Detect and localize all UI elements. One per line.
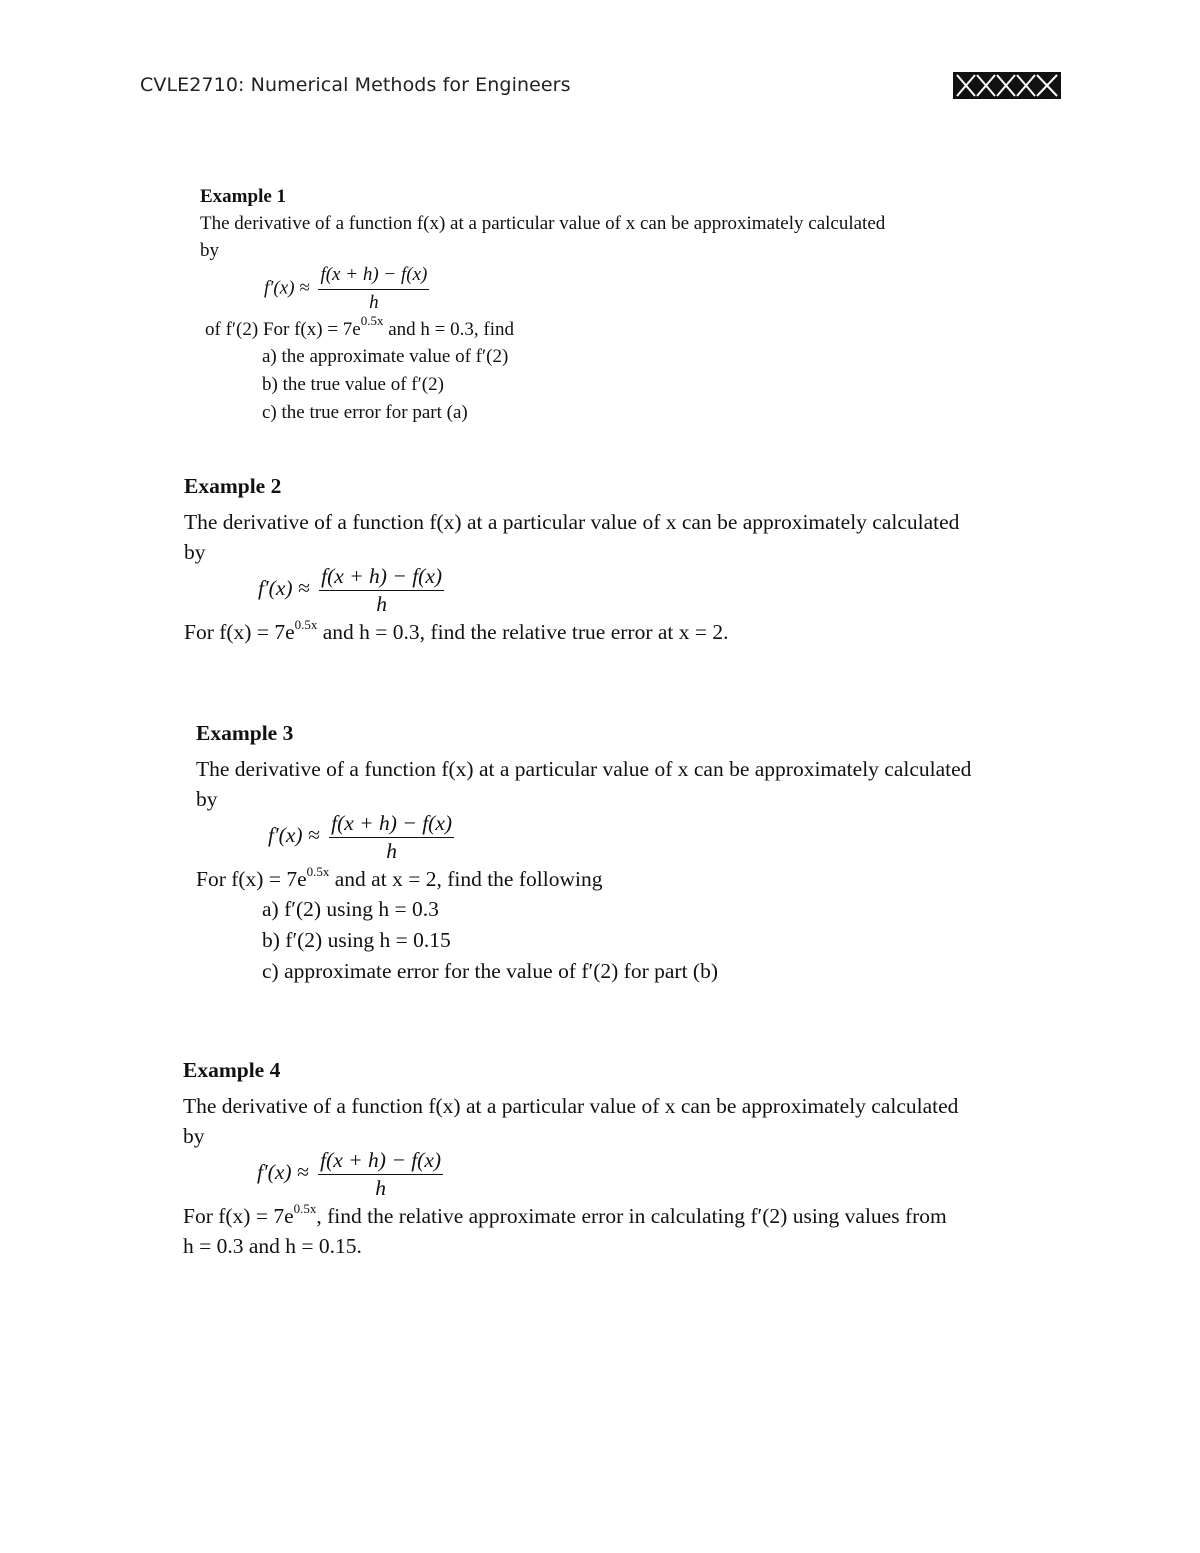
example-text: The derivative of a function f(x) at a particular value of x can be approximately calculated: [196, 757, 972, 781]
example-text: by: [196, 787, 218, 811]
example-text: by: [200, 240, 219, 261]
problem-statement: For $f(x) = 7e^{0.5x}$ and h = 0.3, find the relative true error at x = 2.: [184, 617, 729, 644]
problem-statement: For $f(x) = 7e^{0.5x}$, find the relative approximate error in calculating f′(2) using values from: [183, 1201, 947, 1228]
list-item: c) approximate error for the value of f′(2) for part (b): [262, 959, 718, 983]
task-list: [262, 894, 971, 987]
list-item: b) f′(2) using h = 0.15: [262, 928, 451, 952]
example-heading: Example 3: [196, 721, 294, 745]
list-item: a) the approximate value of f′(2): [262, 346, 509, 367]
list-item: a) f′(2) using h = 0.3: [262, 897, 439, 921]
task-list: [262, 343, 885, 427]
example-text: by: [184, 540, 206, 564]
list-item: c) the true error for part (a): [262, 402, 468, 423]
list-item: b) the true value of f′(2): [262, 374, 444, 395]
problem-statement: For $f(x) = 7e^{0.5x}$ and at x = 2, find the following: [196, 864, 603, 891]
problem-statement-cont: h = 0.3 and h = 0.15.: [183, 1234, 362, 1258]
course-title: CVLE2710: Numerical Methods for Engineers: [140, 74, 571, 96]
example-1: [200, 183, 885, 427]
example-heading: Example 4: [183, 1058, 281, 1082]
example-text: The derivative of a function f(x) at a particular value of x can be approximately calculated: [200, 213, 886, 234]
example-heading: Example 2: [184, 474, 282, 498]
derivative-formula: f′(x) ≈ $\frac{f(x + h) - f(x)}{h}$: [258, 564, 443, 616]
example-text: by: [183, 1124, 205, 1148]
example-text: The derivative of a function f(x) at a particular value of x can be approximately calculated: [183, 1094, 959, 1118]
example-text: The derivative of a function f(x) at a particular value of x can be approximately calculated: [184, 510, 960, 534]
derivative-formula: f′(x) ≈ $\frac{f(x + h) - f(x)}{h}$: [264, 264, 428, 313]
derivative-formula: f′(x) ≈ $\frac{f(x + h) - f(x)}{h}$: [257, 1148, 442, 1200]
example-4: [183, 1055, 958, 1261]
example-2: [184, 471, 959, 647]
problem-statement: of f′(2) For $f(x) = 7e^{0.5x}$ and h = 0.3, find: [205, 313, 515, 340]
example-heading: Example 1: [200, 186, 287, 207]
derivative-formula: f′(x) ≈ $\frac{f(x + h) - f(x)}{h}$: [268, 811, 453, 863]
example-3: [196, 718, 971, 987]
redacted-mark: [953, 72, 1061, 99]
